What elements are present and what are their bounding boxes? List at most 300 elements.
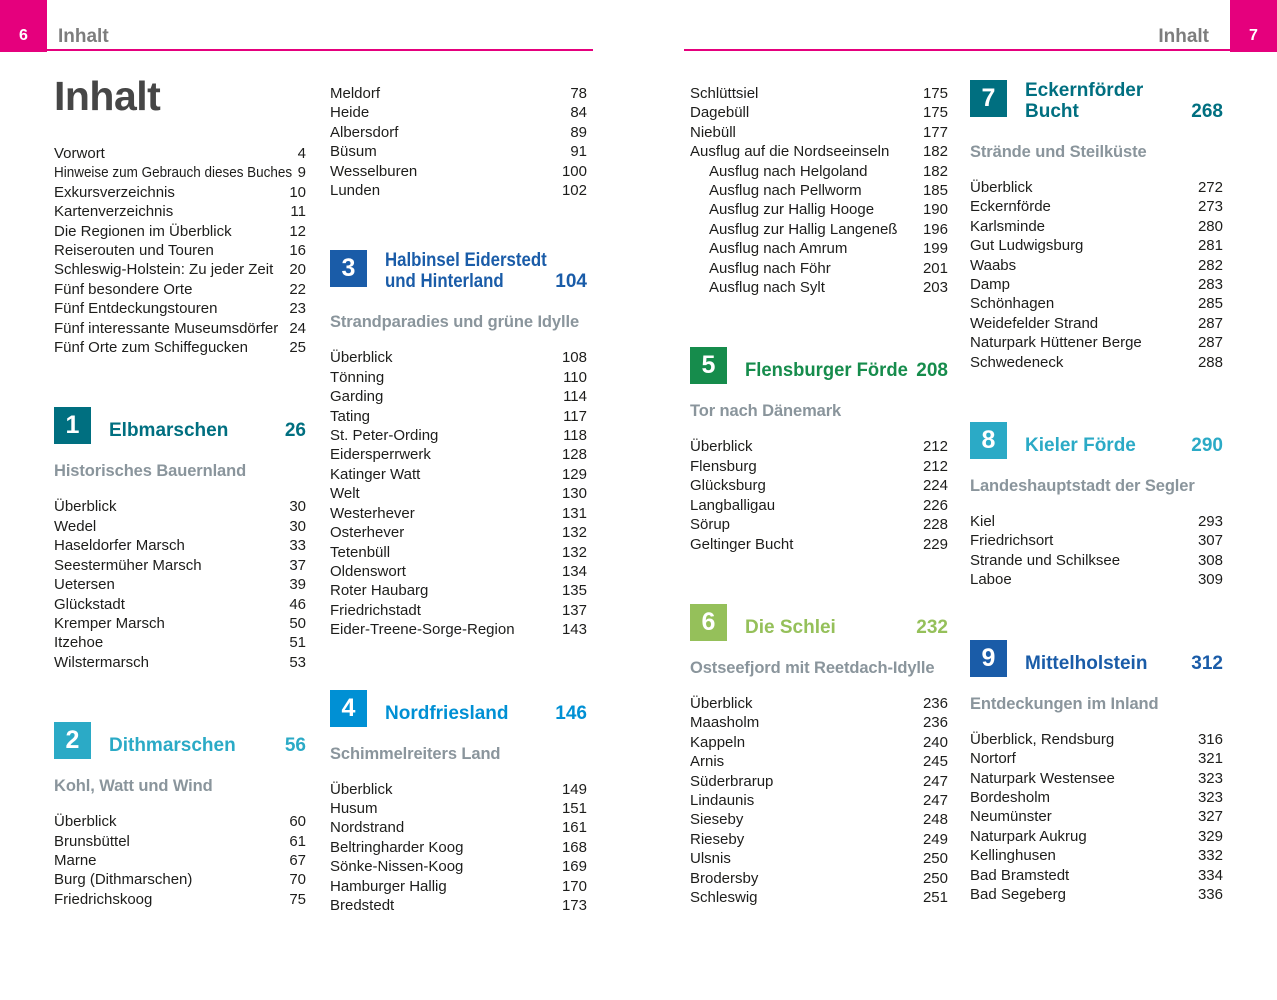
toc-entry-label: Ausflug nach Amrum [709,240,848,258]
toc-entry-page: 229 [922,535,948,553]
toc-entry [690,84,948,103]
toc-entry-page: 131 [561,504,587,522]
toc-entry [690,259,948,278]
toc-entry-label: Exkursverzeichnis [54,183,175,201]
toc-entry-label: Westerhever [330,504,415,522]
toc-entry-label: Katinger Watt [330,465,421,483]
toc-entry [54,890,306,909]
section-subtitle: Ostseefjord mit Reetdach-Idylle [690,658,935,677]
toc-entry-page: 30 [289,517,306,535]
toc-entry-label: Süderbrarup [690,772,774,790]
toc-entry-label: Friedrichstadt [330,601,421,619]
toc-entry [330,484,587,503]
toc-entry-page: 329 [1197,827,1223,845]
toc-column-3 [690,84,948,907]
toc-entry [970,531,1223,550]
page-number-tab-left: 6 [0,0,47,52]
toc-entry-label: Ausflug zur Hallig Hooge [709,201,875,219]
section-header [690,347,948,384]
toc-entry-page: 25 [289,339,306,357]
toc-entry-label: Wesselburen [330,162,418,180]
toc-entry-label: Eckernförde [970,198,1051,216]
toc-entry-page: 149 [561,780,587,798]
section-number-badge: 7 [970,80,1007,117]
toc-entry [690,869,948,888]
toc-entry-page: 129 [561,465,587,483]
toc-entry-label: Glücksburg [690,477,766,495]
toc-entry-label: Ulsnis [690,850,731,868]
toc-entry [970,551,1223,570]
toc-entry-page: 102 [561,182,587,200]
toc-entry-label: Bordesholm [970,788,1051,806]
toc-entry-page: 245 [922,753,948,771]
toc-entry-label: Husum [330,799,378,817]
toc-entry-label: Osterhever [330,524,405,542]
toc-entry-page: 53 [289,653,306,671]
toc-entry-label: Wedel [54,517,97,535]
toc-entry [690,496,948,515]
toc-entry-page: 61 [289,832,306,850]
section-subtitle: Historisches Bauernland [54,462,247,481]
toc-entry [330,142,587,161]
toc-entry-label: Gut Ludwigsburg [970,237,1084,255]
toc-entry [690,200,948,219]
toc-entry-page: 199 [922,240,948,258]
toc-entry-page: 30 [289,498,306,516]
section-page-number: 290 [1191,435,1223,457]
toc-entry-label: Kiel [970,513,996,531]
toc-entry-page: 33 [289,537,306,555]
section-header [54,407,306,444]
section-page-number: 232 [916,616,948,638]
section-number-badge: 6 [690,604,727,641]
section-title: Kieler Förde [1025,435,1136,457]
section-subtitle: Tor nach Dänemark [690,402,842,421]
toc-entry-label: Bad Bramstedt [970,866,1070,884]
toc-entry-page: 20 [289,261,306,279]
toc-entry-label: Kellinghusen [970,847,1056,865]
section-header [690,604,948,641]
toc-entry-label: Schönhagen [970,295,1055,313]
toc-entry [54,851,306,870]
toc-entry-page: 169 [561,858,587,876]
toc-entry [970,512,1223,531]
toc-entry-label: Garding [330,388,384,406]
section-page-number: 208 [916,360,948,382]
toc-entry-page: 316 [1197,730,1223,748]
toc-entry-page: 280 [1197,217,1223,235]
toc-entry-page: 128 [561,446,587,464]
toc-entry-label: Karlsminde [970,217,1046,235]
toc-entry-label: Schleswig-Holstein: Zu jeder Zeit [54,261,274,279]
toc-entry-page: 185 [922,182,948,200]
toc-entry-page: 177 [922,123,948,141]
toc-entry-page: 4 [297,145,306,162]
toc-entry [54,299,306,318]
toc-entry-page: 118 [563,427,587,445]
section-number-badge: 3 [330,250,367,287]
toc-entry-page: 173 [561,896,587,914]
toc-entry [970,314,1223,333]
section-header [970,80,1223,125]
toc-entry-page: 250 [922,850,948,868]
section-subtitle: Landeshauptstadt der Segler [970,477,1195,496]
toc-entry-page: 323 [1197,769,1223,787]
toc-entry-label: Nordstrand [330,819,405,837]
section-title: Die Schlei [745,616,836,638]
toc-entry [54,338,306,357]
section-header-body [1025,422,1223,459]
toc-entry [330,426,587,445]
toc-entry [330,818,587,837]
toc-entry [970,866,1223,885]
toc-entry-label: Neumünster [970,808,1052,826]
toc-entry-page: 332 [1197,847,1223,865]
toc-entry-label: Itzehoe [54,634,104,652]
toc-entry-page: 248 [922,811,948,829]
toc-entry-page: 22 [289,280,306,298]
toc-entry-label: Roter Haubarg [330,582,429,600]
toc-entry-label: Sönke-Nissen-Koog [330,858,464,876]
toc-entry [330,543,587,562]
toc-entry-label: Beltringharder Koog [330,838,464,856]
toc-entry [54,536,306,555]
toc-entry [970,827,1223,846]
toc-entry-page: 249 [922,830,948,848]
toc-entry [690,733,948,752]
toc-entry-label: Seestermüher Marsch [54,556,202,574]
toc-entry [330,799,587,818]
toc-entry-page: 23 [289,300,306,318]
toc-entry-label: Eidersperrwerk [330,446,431,464]
toc-entry-label: Fünf Orte zum Schiffegucken [54,339,248,357]
toc-entry-page: 117 [563,407,587,425]
section-header-body [109,407,306,444]
toc-entry-label: Kremper Marsch [54,614,165,632]
toc-entry-page: 175 [922,104,948,122]
toc-entry-label: Naturpark Hüttener Berge [970,334,1142,352]
section-page-number: 146 [555,702,587,724]
toc-entry-page: 100 [561,162,587,180]
toc-entry-page: 228 [922,516,948,534]
toc-entry [690,476,948,495]
toc-entry [330,348,587,367]
toc-entry [690,752,948,771]
toc-entry-label: Uetersen [54,576,115,594]
toc-entry-page: 134 [561,562,587,580]
toc-entry [970,294,1223,313]
section-number-badge: 2 [54,722,91,759]
toc-entry [54,144,306,163]
toc-entry-page: 75 [289,890,306,908]
toc-entry-page: 288 [1197,353,1223,371]
toc-column-1 [54,70,306,909]
toc-entry [970,217,1223,236]
toc-entry-page: 91 [570,143,587,161]
section-subtitle: Schimmelreiters Land [330,744,501,763]
toc-entry [690,810,948,829]
toc-entry [970,885,1223,904]
toc-entry-page: 203 [922,279,948,297]
section-subtitle: Kohl, Watt und Wind [54,777,213,796]
toc-entry-label: Überblick [330,780,393,798]
toc-entry-list [54,497,306,672]
toc-entry-page: 70 [289,871,306,889]
toc-entry-page: 283 [1197,276,1223,294]
section-number-badge: 4 [330,690,367,727]
toc-entry-page: 240 [922,733,948,751]
section-title: Elbmarschen [109,420,229,442]
toc-entry-label: Ausflug zur Hallig Langeneß [709,220,898,238]
toc-entry-label: Schwedeneck [970,353,1064,371]
toc-entry-page: 272 [1197,179,1223,196]
toc-entry-label: Marne [54,851,97,869]
toc-entry-label: Lunden [330,182,381,200]
section-header [970,640,1223,677]
toc-entry [690,457,948,476]
toc-entry [690,162,948,181]
toc-entry-label: Überblick [970,179,1033,196]
toc-entry-page: 236 [922,694,948,712]
section-subtitle: Entdeckungen im Inland [970,694,1159,713]
toc-entry [330,780,587,799]
toc-entry-label: Vorwort [54,145,105,162]
toc-entry-label: Überblick [690,694,753,712]
toc-entry-page: 137 [561,601,587,619]
toc-entry [330,523,587,542]
toc-entry-label: Ausflug nach Helgoland [709,162,868,180]
header-rule-left [47,49,593,51]
toc-column-4 [970,80,1223,904]
toc-entry-page: 143 [561,621,587,639]
toc-entry [690,713,948,732]
toc-entry [970,178,1223,197]
toc-entry [690,181,948,200]
toc-entry-page: 309 [1197,571,1223,589]
toc-entry [970,275,1223,294]
toc-entry-label: Ausflug nach Föhr [709,259,831,277]
toc-entry-page: 190 [922,201,948,219]
toc-entry [970,236,1223,255]
toc-entry-page: 336 [1197,885,1223,903]
toc-entry [54,517,306,536]
section-header-body [385,250,587,295]
toc-entry-label: Fünf interessante Museumsdörfer [54,319,279,337]
section-header-body [1025,640,1223,677]
toc-entry [54,832,306,851]
toc-entry [54,260,306,279]
toc-entry-page: 236 [922,714,948,732]
toc-entry-label: Dagebüll [690,104,750,122]
toc-entry-label: Welt [330,485,360,503]
toc-entry [330,857,587,876]
toc-entry-label: Kartenverzeichnis [54,203,174,221]
toc-entry [54,614,306,633]
section-page-number: 26 [284,420,306,442]
toc-entry-list [690,84,948,297]
toc-entry [690,791,948,810]
toc-entry [330,581,587,600]
toc-entry-page: 307 [1197,532,1223,550]
toc-entry [970,788,1223,807]
toc-entry-label: Laboe [970,571,1012,589]
toc-entry-label: Ausflug auf die Nordseeinseln [690,143,890,161]
section-header [330,690,587,727]
toc-entry-page: 50 [289,614,306,632]
toc-entry-label: Fünf besondere Orte [54,280,193,298]
toc-entry-page: 135 [561,582,587,600]
toc-entry-list [970,178,1223,372]
section-page-number: 312 [1191,652,1223,674]
toc-entry-label: Überblick [54,813,117,831]
toc-entry [330,838,587,857]
toc-entry-label: Hinweise zum Gebrauch dieses Buches [54,164,293,182]
toc-entry [330,387,587,406]
toc-entry [330,601,587,620]
toc-entry-label: Überblick [54,498,117,516]
toc-entry-page: 250 [922,869,948,887]
toc-entry-page: 287 [1197,334,1223,352]
toc-entry [54,653,306,672]
toc-entry [54,319,306,338]
section-page-number: 268 [1191,101,1223,122]
toc-entry-label: Bredstedt [330,896,395,914]
toc-entry-page: 281 [1197,237,1223,255]
toc-entry [690,772,948,791]
toc-entry [970,846,1223,865]
toc-entry-label: Burg (Dithmarschen) [54,871,193,889]
toc-entry-page: 170 [561,877,587,895]
toc-entry-page: 78 [570,85,587,102]
toc-entry-page: 108 [561,349,587,367]
toc-entry-label: Fünf Entdeckungstouren [54,300,218,318]
toc-entry [54,812,306,831]
section-title: Dithmarschen [109,735,236,757]
toc-entry-label: Schleswig [690,888,758,906]
toc-entry [690,830,948,849]
section-title: Eckernförder Bucht [1025,80,1144,122]
running-header-left: Inhalt [58,26,109,47]
toc-entry-page: 308 [1197,551,1223,569]
toc-entry [970,749,1223,768]
toc-entry [54,633,306,652]
toc-entry [330,84,587,103]
section-number-badge: 9 [970,640,1007,677]
toc-entry-label: Weidefelder Strand [970,314,1099,332]
toc-entry-label: Reiserouten und Touren [54,242,214,260]
toc-entry-page: 161 [561,819,587,837]
toc-entry-label: Damp [970,276,1011,294]
section-title: Halbinsel Eiderstedt und Hinterland [385,250,547,293]
toc-entry-label: Meldorf [330,85,381,102]
toc-entry [54,497,306,516]
toc-entry-page: 212 [922,438,948,456]
toc-entry [330,181,587,200]
page-number-tab-right: 7 [1230,0,1277,52]
toc-entry [54,556,306,575]
toc-entry-list [54,144,306,357]
toc-entry [970,256,1223,275]
toc-entry [690,694,948,713]
toc-entry-page: 273 [1197,198,1223,216]
section-subtitle: Strandparadies und grüne Idylle [330,313,580,332]
toc-entry-page: 226 [922,496,948,514]
toc-entry-label: Flensburg [690,457,757,475]
toc-entry [54,163,306,182]
toc-entry-label: Tetenbüll [330,543,391,561]
section-header [54,722,306,759]
toc-entry-label: Brodersby [690,869,759,887]
toc-entry-label: Kappeln [690,733,746,751]
toc-entry [690,142,948,161]
toc-entry-label: Rieseby [690,830,745,848]
toc-entry-label: Arnis [690,753,725,771]
toc-entry-list [330,84,587,200]
section-header-body [745,604,948,641]
toc-entry-label: Lindaunis [690,791,755,809]
toc-entry [970,333,1223,352]
toc-entry-label: Strande und Schilksee [970,551,1121,569]
header-rule-right [684,49,1230,51]
toc-entry [54,595,306,614]
toc-entry [330,368,587,387]
toc-entry [970,807,1223,826]
toc-entry-page: 89 [570,123,587,141]
toc-entry-page: 212 [922,457,948,475]
toc-entry [330,504,587,523]
toc-entry-label: Bad Segeberg [970,885,1066,903]
toc-entry-label: Büsum [330,143,377,161]
section-header [970,422,1223,459]
toc-entry-label: Nortorf [970,750,1016,768]
toc-entry-label: Wilstermarsch [54,653,150,671]
toc-entry-label: Langballigau [690,496,776,514]
toc-entry-label: Tönning [330,368,385,386]
toc-entry-page: 201 [922,259,948,277]
toc-entry [330,162,587,181]
toc-entry-label: Albersdorf [330,123,399,141]
toc-entry-page: 321 [1197,750,1223,768]
toc-entry [54,870,306,889]
section-header [330,250,587,295]
toc-entry [690,239,948,258]
toc-entry [690,220,948,239]
section-page-number: 56 [284,735,306,757]
toc-entry-page: 293 [1197,513,1223,531]
section-subtitle: Strände und Steilküste [970,143,1147,161]
section-title: Flensburger Förde [745,360,908,382]
toc-entry [330,103,587,122]
toc-entry-label: Friedrichskoog [54,890,153,908]
toc-entry [54,222,306,241]
toc-entry [970,353,1223,372]
toc-entry-page: 37 [289,556,306,574]
section-header-body [385,690,587,727]
toc-entry-page: 182 [922,162,948,180]
toc-entry-page: 11 [290,203,306,221]
section-header-body [1025,80,1223,125]
toc-entry [330,123,587,142]
toc-entry [54,202,306,221]
toc-entry [330,465,587,484]
toc-entry-page: 224 [922,477,948,495]
toc-entry-list [690,694,948,907]
toc-entry-page: 10 [289,183,306,201]
toc-entry-page: 16 [289,242,306,260]
toc-entry-label: Überblick, Rendsburg [970,730,1115,748]
toc-entry-list [330,348,587,639]
toc-entry-page: 151 [561,799,587,817]
